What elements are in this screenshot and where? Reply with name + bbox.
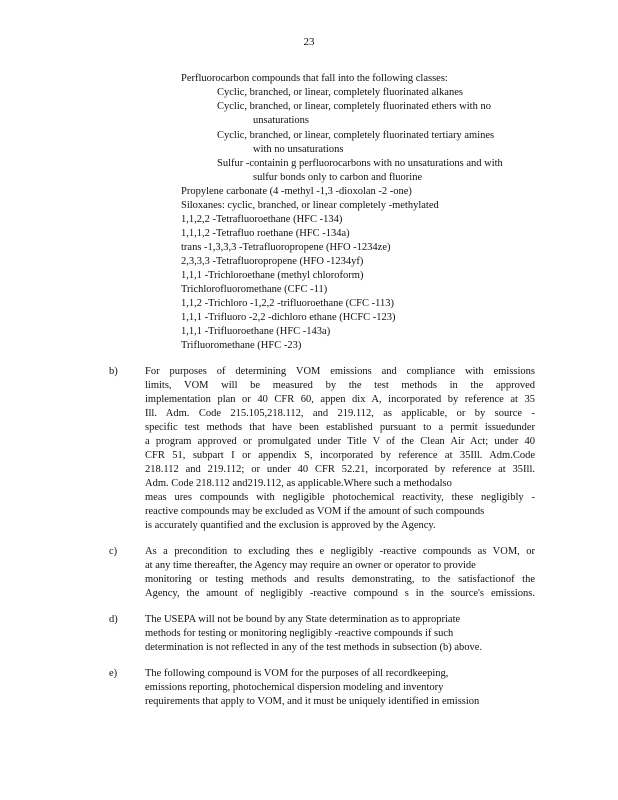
paragraph-line: emissions reporting, photochemical dispersion modeling and inventory (145, 682, 444, 693)
page-number: 23 (303, 36, 315, 48)
list-item: 1,1,1 -Trichloroethane (methyl chloroform) (181, 270, 364, 281)
paragraph-line: at any time thereafter, the Agency may require an owner or operator to provide (145, 560, 476, 571)
paragraph-label: e) (109, 668, 118, 679)
list-item: Perfluorocarbon compounds that fall into the following classes: (181, 73, 448, 84)
paragraph-line: meas ures compounds with negligible photochemical reactivity, these negligibly - (145, 492, 535, 503)
paragraph-line: Ill. Adm. Code 215.105,218.112, and 219.112, as applicable, or by source - (145, 408, 535, 419)
paragraph-line: requirements that apply to VOM, and it must be uniquely identified in emission (145, 696, 480, 707)
paragraph-line: The following compound is VOM for the purposes of all recordkeeping, (145, 668, 449, 679)
paragraph-line: specific test methods that have been established pursuant to a permit issuedunder (145, 422, 535, 433)
list-item: Siloxanes: cyclic, branched, or linear completely -methylated (181, 200, 439, 211)
list-item: 1,1,2,2 -Tetrafluoroethane (HFC -134) (181, 214, 343, 225)
paragraph-line: The USEPA will not be bound by any State determination as to appropriate (145, 614, 461, 625)
paragraph-line: CFR 51, subpart I or appendix S, incorporated by reference at 35Ill. Adm.Code (145, 450, 535, 461)
list-item: trans -1,3,3,3 -Tetrafluoropropene (HFO -1234ze) (181, 242, 391, 253)
paragraph-line: monitoring or testing methods and results demonstrating, to the satisfactionof the (145, 574, 535, 585)
list-item: 1,1,1 -Trifluoroethane (HFC -143a) (181, 326, 331, 337)
list-item: Propylene carbonate (4 -methyl -1,3 -dioxolan -2 -one) (181, 186, 412, 197)
list-item: Cyclic, branched, or linear, completely fluorinated ethers with no (217, 101, 491, 112)
paragraph-line: Adm. Code 218.112 and219.112, as applicable.Where such a methodalso (145, 478, 452, 489)
paragraph-line: As a precondition to excluding thes e negligibly -reactive compounds as VOM, or (145, 546, 535, 557)
paragraph-line: reactive compounds may be excluded as VOM if the amount of such compounds (145, 506, 485, 517)
list-item: Sulfur -containin g perfluorocarbons with no unsaturations and with (217, 158, 503, 169)
paragraph-line: determination is not reflected in any of the test methods in subsection (b) above. (145, 642, 483, 653)
list-item: Trichlorofluoromethane (CFC -11) (181, 284, 328, 295)
list-item: Cyclic, branched, or linear, completely fluorinated tertiary amines (217, 130, 495, 141)
paragraph-line: a program approved or promulgated under Title V of the Clean Air Act; under 40 (145, 436, 535, 447)
paragraph-line: limits, VOM will be measured by the test methods in the approved (145, 380, 535, 391)
paragraph-label: b) (109, 366, 118, 377)
list-item: sulfur bonds only to carbon and fluorine (253, 172, 423, 183)
list-item: unsaturations (253, 115, 309, 126)
paragraph-line: methods for testing or monitoring negligibly -reactive compounds if such (145, 628, 454, 639)
paragraph-line: For purposes of determining VOM emissions and compliance with emissions (145, 366, 535, 377)
list-item: 1,1,1 -Trifluoro -2,2 -dichloro ethane (HCFC -123) (181, 312, 396, 323)
paragraph-label: c) (109, 546, 118, 557)
list-item: Cyclic, branched, or linear, completely fluorinated alkanes (217, 87, 463, 98)
paragraph-line: implementation plan or 40 CFR 60, appen dix A, incorporated by reference at 35 (145, 394, 535, 405)
list-item: 1,1,1,2 -Tetrafluo roethane (HFC -134a) (181, 228, 350, 239)
list-item: Trifluoromethane (HFC -23) (181, 340, 302, 351)
paragraph-line: is accurately quantified and the exclusion is approved by the Agency. (145, 520, 436, 531)
paragraph-line: 218.112 and 219.112; or under 40 CFR 52.21, incorporated by reference at 35Ill. (145, 464, 535, 475)
list-item: 2,3,3,3 -Tetrafluoropropene (HFO -1234yf) (181, 256, 364, 267)
list-item: with no unsaturations (253, 144, 344, 155)
list-item: 1,1,2 -Trichloro -1,2,2 -trifluoroethane (CFC -113) (181, 298, 394, 309)
paragraph-line: Agency, the amount of negligibly -reactive compound s in the source's emissions. (145, 588, 535, 599)
paragraph-label: d) (109, 614, 118, 625)
